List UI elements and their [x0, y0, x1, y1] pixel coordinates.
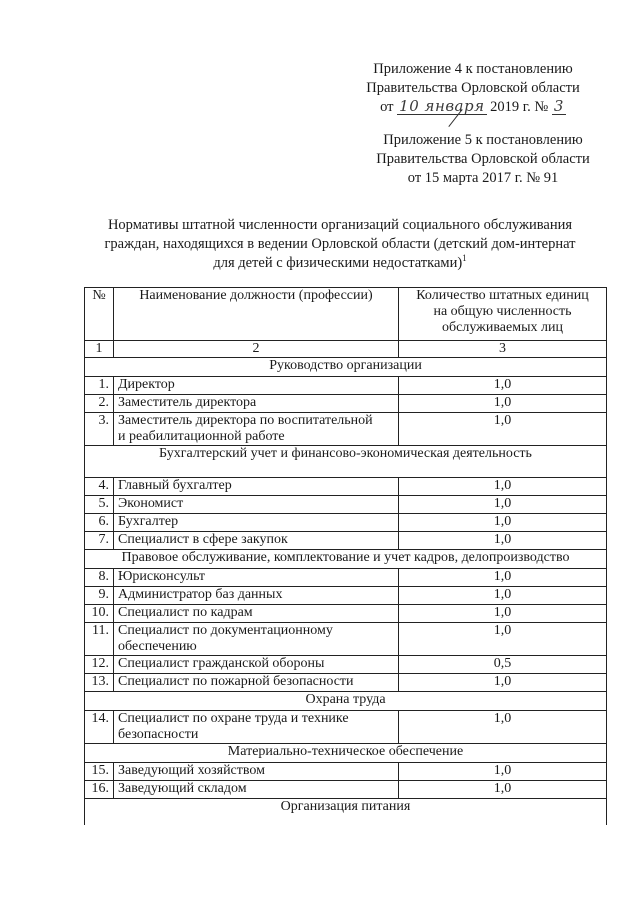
staff-units-value: 1,0 [399, 605, 607, 623]
position-name [114, 763, 399, 781]
section-title: Руководство организации [85, 358, 607, 377]
position-name [114, 478, 399, 496]
position-name-line1: Специалист в сфере закупок [118, 532, 288, 547]
table-row [85, 496, 607, 514]
position-name [114, 395, 399, 413]
table-row [85, 674, 607, 692]
staff-units-value: 1,0 [399, 377, 607, 395]
header-quantity-line1: Количество штатных единиц [416, 288, 589, 303]
table-row [85, 781, 607, 799]
table-row [85, 569, 607, 587]
position-name [114, 587, 399, 605]
position-name-line2: безопасности [118, 727, 199, 742]
section-header-row [85, 550, 607, 569]
position-name [114, 413, 399, 446]
row-number: 14. [85, 711, 114, 744]
position-name [114, 656, 399, 674]
staff-units-value: 1,0 [399, 587, 607, 605]
row-number: 8. [85, 569, 114, 587]
position-name [114, 781, 399, 799]
column-number-row [85, 341, 607, 358]
row-number: 10. [85, 605, 114, 623]
position-name-line1: Администратор баз данных [118, 587, 283, 602]
annex-5-line3: от 15 марта 2017 г. № 91 [407, 170, 559, 186]
annex-4-block [338, 60, 608, 117]
staff-units-value: 1,0 [399, 781, 607, 799]
title-line3-wrap [80, 254, 600, 273]
handwritten-number: 3 [553, 97, 564, 115]
section-title: Правовое обслуживание, комплектование и учет кадров, делопроизводство [85, 550, 607, 569]
table-header-row [85, 288, 607, 341]
position-name-line1: Специалист гражданской обороны [118, 656, 325, 671]
table-row [85, 413, 607, 446]
position-name-line1: Юрисконсульт [118, 569, 206, 584]
section-title: Материально-техническое обеспечение [85, 744, 607, 763]
staff-units-value: 1,0 [399, 569, 607, 587]
row-number: 15. [85, 763, 114, 781]
row-number: 4. [85, 478, 114, 496]
staff-units-value: 1,0 [399, 413, 607, 446]
header-quantity-line3: обслуживаемых лиц [442, 320, 563, 335]
column-number: 3 [399, 341, 607, 358]
document-title [80, 216, 600, 273]
table-row [85, 532, 607, 550]
position-name [114, 674, 399, 692]
position-name [114, 514, 399, 532]
footnote-mark: 1 [462, 253, 467, 264]
row-number: 11. [85, 623, 114, 656]
staff-units-value: 1,0 [399, 514, 607, 532]
row-number: 6. [85, 514, 114, 532]
position-name-line1: Заместитель директора по воспитательной [118, 413, 373, 428]
position-name-line1: Специалист по охране труда и технике [118, 711, 349, 726]
row-number: 9. [85, 587, 114, 605]
annex-5-line2: Правительства Орловской области [376, 151, 590, 167]
position-name-line1: Экономист [118, 496, 184, 511]
staffing-norms-table [84, 287, 607, 825]
staff-units-value: 1,0 [399, 395, 607, 413]
row-number: 7. [85, 532, 114, 550]
title-line3: для детей с физическими недостатками) [213, 255, 463, 271]
staff-units-value: 1,0 [399, 478, 607, 496]
staff-units-value: 1,0 [399, 711, 607, 744]
position-name-line1: Специалист по кадрам [118, 605, 253, 620]
header-quantity [399, 288, 607, 341]
row-number: 5. [85, 496, 114, 514]
column-number: 2 [114, 341, 399, 358]
date-year: 2019 г. № [490, 99, 549, 115]
row-number: 16. [85, 781, 114, 799]
position-name [114, 605, 399, 623]
table-row [85, 711, 607, 744]
position-name [114, 623, 399, 656]
section-header-row [85, 692, 607, 711]
section-title: Организация питания [85, 799, 607, 826]
position-name-line2: обеспечению [118, 639, 197, 654]
row-number: 1. [85, 377, 114, 395]
section-header-row [85, 358, 607, 377]
table-row [85, 395, 607, 413]
table-row [85, 377, 607, 395]
date-prefix: от [380, 99, 394, 115]
position-name-line1: Заместитель директора [118, 395, 257, 410]
section-title: Охрана труда [85, 692, 607, 711]
position-name [114, 496, 399, 514]
staff-units-value: 0,5 [399, 656, 607, 674]
position-name-line1: Специалист по пожарной безопасности [118, 674, 354, 689]
staff-units-value: 1,0 [399, 674, 607, 692]
position-name-line1: Заведующий складом [118, 781, 247, 796]
row-number: 13. [85, 674, 114, 692]
header-number: № [85, 288, 114, 341]
table-row [85, 478, 607, 496]
header-quantity-line2: на общую численность [433, 304, 572, 319]
table-row [85, 623, 607, 656]
title-line2: граждан, находящихся в ведении Орловской области (детский дом-интернат [104, 236, 576, 252]
annex-4-line2: Правительства Орловской области [366, 80, 580, 96]
position-name-line2: и реабилитационной работе [118, 429, 285, 444]
staff-units-value: 1,0 [399, 763, 607, 781]
table-row [85, 587, 607, 605]
row-number: 3. [85, 413, 114, 446]
staff-units-value: 1,0 [399, 532, 607, 550]
table-row [85, 656, 607, 674]
section-title: Бухгалтерский учет и финансово-экономическая деятельность [85, 446, 607, 478]
table-row [85, 763, 607, 781]
table-row [85, 605, 607, 623]
position-name [114, 569, 399, 587]
staff-units-value: 1,0 [399, 623, 607, 656]
position-name-line1: Директор [118, 377, 175, 392]
section-header-row [85, 744, 607, 763]
column-number: 1 [85, 341, 114, 358]
position-name-line1: Специалист по документационному [118, 623, 333, 638]
position-name-line1: Бухгалтер [118, 514, 179, 529]
position-name [114, 711, 399, 744]
row-number: 12. [85, 656, 114, 674]
position-name [114, 377, 399, 395]
header-position-name: Наименование должности (профессии) [114, 288, 399, 341]
annex-4-date-line [338, 98, 608, 117]
handwritten-date: 10 января [399, 97, 485, 115]
staff-units-value: 1,0 [399, 496, 607, 514]
position-name [114, 532, 399, 550]
table-row [85, 514, 607, 532]
annex-4-line1: Приложение 4 к постановлению [373, 61, 573, 77]
section-header-row [85, 446, 607, 478]
row-number: 2. [85, 395, 114, 413]
section-header-row [85, 799, 607, 826]
table-body [85, 341, 607, 826]
title-line1: Нормативы штатной численности организаций социального обслуживания [107, 217, 573, 233]
position-name-line1: Заведующий хозяйством [118, 763, 265, 778]
position-name-line1: Главный бухгалтер [118, 478, 232, 493]
annex-5-line1: Приложение 5 к постановлению [383, 132, 583, 148]
annex-5-block [338, 131, 628, 188]
